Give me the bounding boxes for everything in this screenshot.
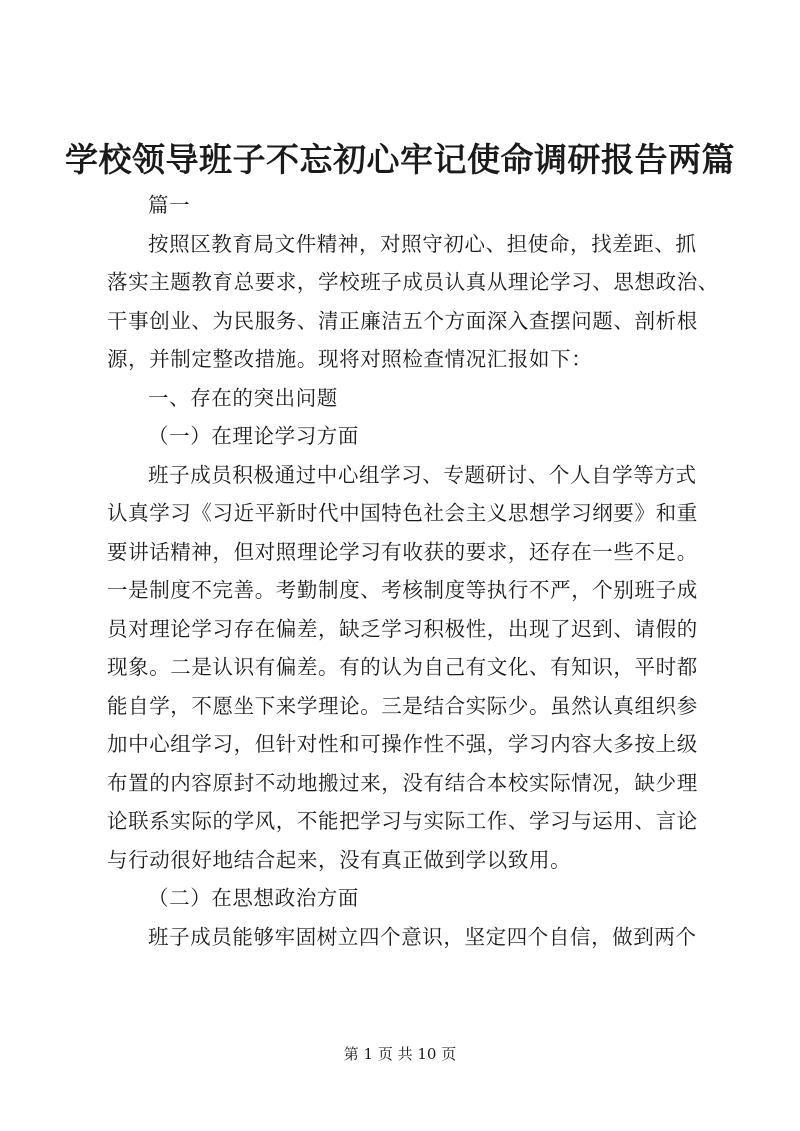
- paragraph-line: 与行动很好地结合起来，没有真正做到学以致用。: [107, 847, 572, 872]
- paragraph-line: 认真学习《习近平新时代中国特色社会主义思想学习纲要》和重: [107, 501, 698, 525]
- paragraph-line: 要讲话精神，但对照理论学习有收获的要求，还存在一些不足。: [107, 539, 698, 564]
- paragraph-line: 论联系实际的学风，不能把学习与实际工作、学习与运用、言论: [107, 809, 698, 833]
- document-title: 学校领导班子不忘初心牢记使命调研报告两篇: [65, 140, 735, 179]
- paragraph-line: 现象。二是认识有偏差。有的认为自己有文化、有知识，平时都: [107, 655, 698, 679]
- section-heading: 篇一: [148, 193, 191, 217]
- paragraph-line: 一是制度不完善。考勤制度、考核制度等执行不严，个别班子成: [107, 578, 698, 602]
- section-heading: 一、存在的突出问题: [148, 385, 338, 410]
- paragraph-line: 班子成员能够牢固树立四个意识，坚定四个自信，做到两个: [148, 924, 697, 949]
- page-number-footer: 第 1 页 共 10 页: [343, 1045, 457, 1063]
- subsection-heading: （一）在理论学习方面: [148, 424, 359, 448]
- paragraph-line: 员对理论学习存在偏差，缺乏学习积极性，出现了迟到、请假的: [107, 616, 698, 641]
- paragraph-line: 布置的内容原封不动地搬过来，没有结合本校实际情况，缺少理: [107, 770, 698, 795]
- paragraph-line: 班子成员积极通过中心组学习、专题研讨、个人自学等方式: [148, 462, 697, 487]
- paragraph-line: 加中心组学习，但针对性和可操作性不强，学习内容大多按上级: [107, 732, 698, 756]
- paragraph-line: 落实主题教育总要求，学校班子成员认真从理论学习、思想政治、: [107, 270, 719, 294]
- document-body: [107, 186, 719, 956]
- paragraph-line: 按照区教育局文件精神，对照守初心、担使命，找差距、抓: [148, 231, 697, 256]
- paragraph-line: 能自学，不愿坐下来学理论。三是结合实际少。虽然认真组织参: [107, 693, 698, 718]
- paragraph-line: 源，并制定整改措施。现将对照检查情况汇报如下：: [107, 347, 593, 371]
- subsection-heading: （二）在思想政治方面: [148, 886, 359, 910]
- paragraph-line: 干事创业、为民服务、清正廉洁五个方面深入查摆问题、剖析根: [107, 308, 698, 333]
